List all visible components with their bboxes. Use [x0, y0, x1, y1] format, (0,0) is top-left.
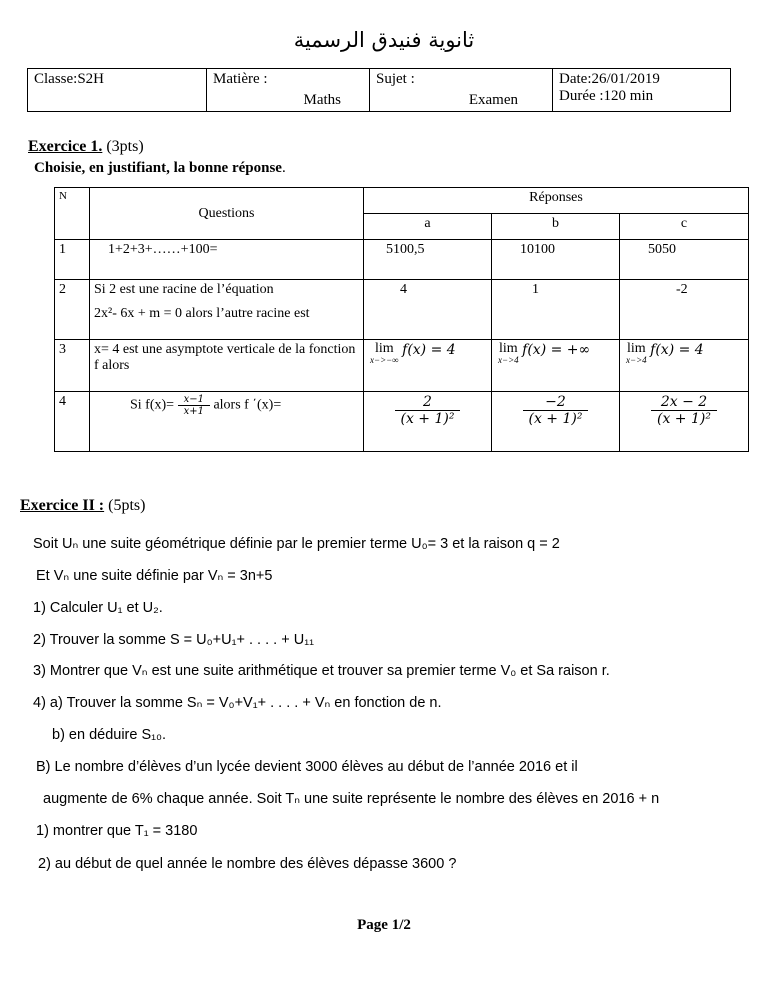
c-label: c — [680, 216, 688, 231]
header-questions — [90, 188, 364, 240]
instruction-end: . — [281, 160, 286, 176]
school-name: ثانوية فنيدق الرسمية — [293, 28, 475, 52]
exercise2-line: Soit Uₙ une suite géométrique définie par le premier terme U₀= 3 et la raison q = 2 — [33, 536, 560, 552]
lim-word: lim — [626, 341, 646, 356]
question-line2: 2x²- 6x + m = 0 alors l’autre racine est — [94, 306, 310, 321]
row-number: 2 — [55, 280, 90, 340]
answer-c: -2 — [620, 280, 749, 340]
page-number: Page 1/2 — [357, 917, 411, 933]
exercise2-line: 3) Montrer que Vₙ est une suite arithmétique et trouver sa premier terme V₀ et Sa raison r. — [33, 663, 610, 679]
matiere-value: Maths — [303, 92, 341, 108]
c-denominator: (x + 1)² — [657, 411, 711, 427]
answer-b — [492, 392, 620, 452]
exercise2-points: (5pts) — [108, 497, 146, 514]
row-number: 3 — [55, 340, 90, 392]
exercise1-instruction — [34, 160, 286, 177]
date-text: Date:26/01/2019 — [559, 71, 660, 87]
header-a — [364, 214, 492, 240]
duree-text: Durée :120 min — [559, 88, 654, 104]
header-matiere — [207, 69, 370, 112]
exercise2-line: Et Vₙ une suite définie par Vₙ = 3n+5 — [36, 568, 273, 584]
header-reponses — [364, 188, 749, 214]
exercise1-title — [28, 138, 144, 156]
sujet-label: Sujet : — [376, 71, 415, 87]
table-row — [55, 392, 749, 452]
header-date — [553, 69, 731, 112]
answer-c — [620, 392, 749, 452]
n-label: N — [59, 190, 67, 202]
question-post: alors f ΄(x)= — [213, 397, 282, 413]
question-line1: Si 2 est une racine de l’équation — [94, 282, 274, 297]
lim-sub: x−>4 — [626, 355, 647, 365]
c-numerator: 2x − 2 — [651, 394, 717, 411]
exercise2-line: augmente de 6% chaque année. Soit Tₙ une suite représente le nombre des élèves en 2016 + n — [43, 791, 660, 807]
exercise2-line: b) en déduire S₁₀. — [52, 727, 167, 743]
table-row — [55, 240, 749, 280]
questions-label: Questions — [198, 205, 255, 221]
sujet-value: Examen — [468, 92, 518, 108]
exercise2-line: 2) au début de quel année le nombre des élèves dépasse 3600 ? — [38, 856, 457, 872]
exercise2-line: 1) Calculer U₁ et U₂. — [33, 600, 163, 616]
classe-text: Classe:S2H — [34, 71, 105, 87]
exercise2-line: B) Le nombre d’élèves d’un lycée devient 3000 élèves au début de l’année 2016 et il — [36, 759, 578, 775]
lim-word: lim — [498, 341, 518, 356]
row-number: 1 — [55, 240, 90, 280]
exercise2-label: Exercice II : — [20, 497, 105, 514]
q-numerator: x−1 — [178, 394, 210, 406]
header-n — [55, 188, 90, 240]
reponses-label: Réponses — [529, 190, 583, 205]
lim-sub: x−>−∞ — [370, 355, 399, 365]
exercise2-title — [20, 497, 145, 515]
row-number: 4 — [55, 392, 90, 452]
exercise1-label: Exercice 1. — [28, 138, 103, 155]
header-classe — [28, 69, 207, 112]
matiere-label: Matière : — [213, 71, 268, 87]
lim-expr: f(x) = +∞ — [522, 342, 591, 358]
answer-c: 5050 — [620, 240, 749, 280]
qcm-table — [54, 187, 749, 452]
lim-expr: f(x) = 4 — [650, 342, 704, 358]
question-text: 1+2+3+……+100= — [90, 240, 364, 280]
answer-a — [364, 340, 492, 392]
lim-word: lim — [374, 341, 394, 356]
answer-c — [620, 340, 749, 392]
q-denominator: x+1 — [183, 406, 204, 417]
header-table — [27, 68, 731, 112]
lim-expr: f(x) = 4 — [402, 342, 456, 358]
question-text: x= 4 est une asymptote verticale de la fonction f alors — [90, 340, 364, 392]
question-text — [90, 392, 364, 452]
table-row — [55, 340, 749, 392]
instruction-text: Choisie, en justifiant, la bonne réponse — [34, 160, 282, 176]
b-denominator: (x + 1)² — [528, 411, 583, 427]
question-pre: Si f(x)= — [130, 397, 175, 413]
answer-b: 1 — [492, 280, 620, 340]
header-b — [492, 214, 620, 240]
a-label: a — [424, 216, 431, 231]
header-c — [620, 214, 749, 240]
answer-a: 5100,5 — [364, 240, 492, 280]
lim-sub: x−>4 — [498, 355, 519, 365]
a-denominator: (x + 1)² — [400, 411, 455, 427]
answer-b: 10100 — [492, 240, 620, 280]
answer-a: 4 — [364, 280, 492, 340]
question-text — [90, 280, 364, 340]
a-numerator: 2 — [395, 394, 461, 411]
exercise1-points: (3pts) — [106, 138, 144, 155]
exercise2-line: 4) a) Trouver la somme Sₙ = V₀+V₁+ . . . . + Vₙ en fonction de n. — [33, 695, 442, 711]
answer-b — [492, 340, 620, 392]
header-sujet — [370, 69, 553, 112]
answer-a — [364, 392, 492, 452]
exercise2-line: 1) montrer que T₁ = 3180 — [36, 823, 198, 839]
b-label: b — [552, 216, 559, 231]
table-row — [55, 280, 749, 340]
b-numerator: −2 — [523, 394, 589, 411]
exercise2-line: 2) Trouver la somme S = U₀+U₁+ . . . . + U₁₁ — [33, 632, 314, 648]
